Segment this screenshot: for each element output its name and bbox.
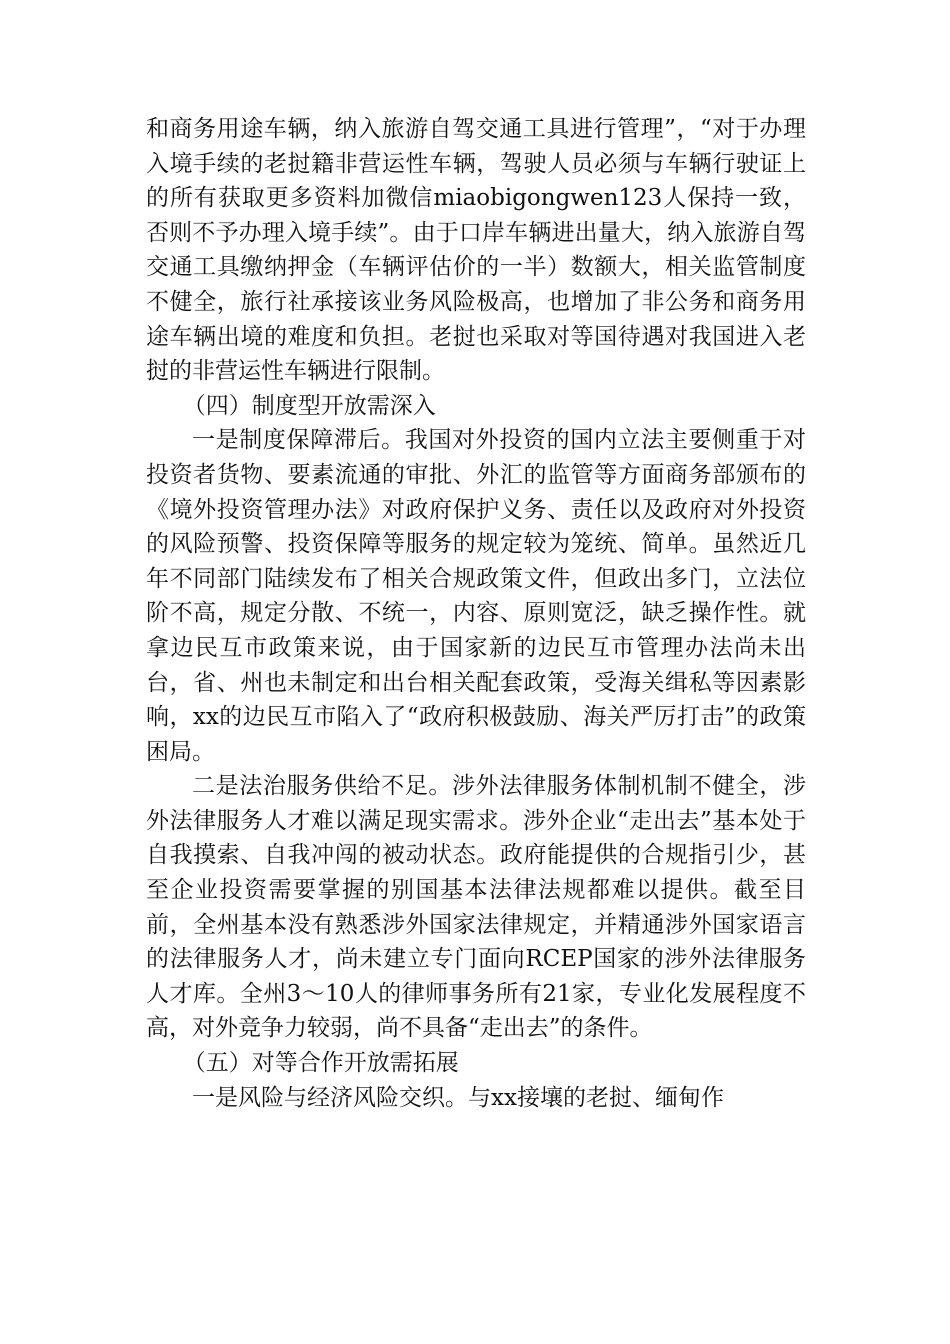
body-paragraph-continued: 和商务用途车辆，纳入旅游自驾交通工具进行管理”，“对于办理入境手续的老挝籍非营运性车辆，驾驶人员必须与车辆行驶证上的所有获取更多资料加微信miaobigongwen123人保持一致，否则不予办理入境手续”。由于口岸车辆进出量大，纳入旅游自驾交通工具缴纳押金（车辆评估价的一半）数额大，相关监管制度不健全，旅行社承接该业务风险极高，也增加了非公务和商务用途车辆出境的难度和负担。老挝也采取对等国待遇对我国进入老挝的非营运性车辆进行限制。	[146, 116, 806, 385]
section-heading-five: （五）对等合作开放需拓展	[182, 1050, 459, 1077]
body-paragraph: 一是风险与经济风险交织。与xx接壤的老挝、缅甸作	[192, 1084, 724, 1111]
body-paragraph: 二是法治服务供给不足。涉外法律服务体制机制不健全，涉外法律服务人才难以满足现实需求。涉外企业“走出去”基本处于自我摸索、自我冲闯的被动状态。政府能提供的合规指引少，甚至企业投资需要掌握的别国基本法律法规都难以提供。截至目前，全州基本没有熟悉涉外国家法律规定，并精通涉外国家语言的法律服务人才，尚未建立专门面向RCEP国家的涉外法律服务人才库。全州3～10人的律师事务所有21家，专业化发展程度不高，对外竞争力较弱，尚不具备“走出去”的条件。	[146, 773, 806, 1042]
body-paragraph: 一是制度保障滞后。我国对外投资的国内立法主要侧重于对投资者货物、要素流通的审批、外汇的监管等方面商务部颁布的《境外投资管理办法》对政府保护义务、责任以及政府对外投资的风险预警、投资保障等服务的规定较为笼统、简单。虽然近几年不同部门陆续发布了相关合规政策文件，但政出多门，立法位阶不高，规定分散、不统一，内容、原则宽泛，缺乏操作性。就拿边民互市政策来说，由于国家新的边民互市管理办法尚未出台，省、州也未制定和出台相关配套政策，受海关缉私等因素影响，xx的边民互市陷入了“政府积极鼓励、海关严厉打击”的政策困局。	[146, 427, 806, 765]
document-page	[146, 112, 806, 1115]
section-heading-four: （四）制度型开放需深入	[182, 392, 436, 419]
